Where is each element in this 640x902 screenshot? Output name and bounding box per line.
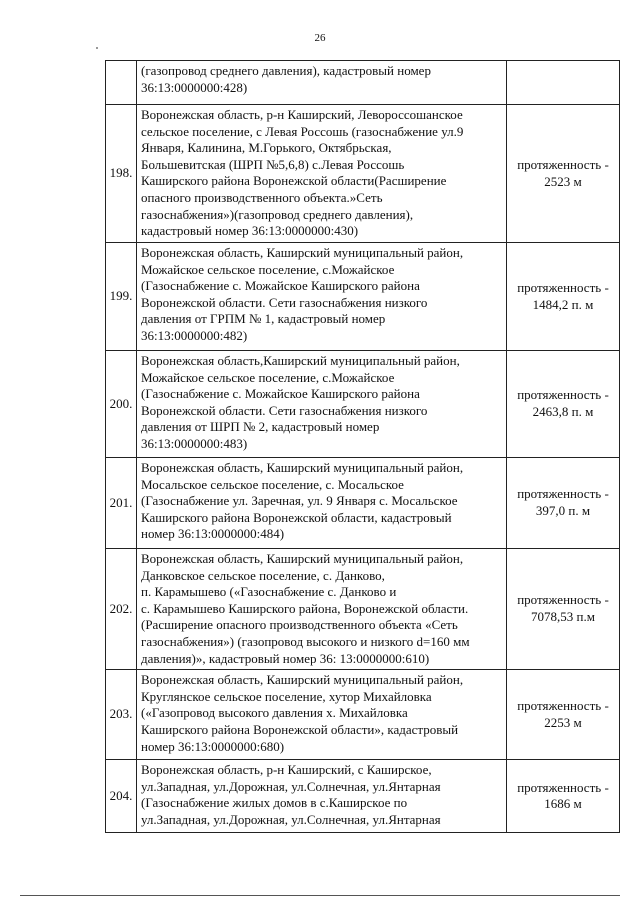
length-value: 1686 м [544, 796, 582, 812]
description-line: Воронежская область,Каширский муниципальный район, [141, 353, 460, 368]
description-line: Каширского района Воронежской области, кадастровый [141, 509, 452, 525]
description-line: Каширского района Воронежской области», кадастровый [141, 721, 459, 737]
description-line: сельское поселение, с Левая Россошь (газоснабжение ул.9 [141, 123, 464, 139]
description-line: Каширского района Воронежской области(Расширение [141, 173, 447, 189]
description-line: 36:13:0000000:482) [141, 327, 248, 343]
scan-speck [96, 47, 98, 49]
row-number: 201. [106, 458, 137, 549]
table-row [106, 105, 620, 243]
description-line: ул.Западная, ул.Дорожная, ул.Солнечная, ул.Янтарная [141, 778, 441, 794]
length-label: протяженность - [517, 486, 609, 502]
table-row [106, 670, 620, 760]
object-description [137, 760, 507, 833]
description-line: 36:13:0000000:428) [141, 79, 248, 95]
description-line: Круглянское сельское поселение, хутор Михайловка [141, 688, 432, 704]
length-value: 2523 м [544, 173, 582, 189]
description-line: газоснабжения») (газопровод высокого и низкого d=160 мм [141, 633, 470, 649]
description-line: Воронежская область, Каширский муниципальный район, [141, 551, 464, 566]
object-length [507, 105, 620, 243]
description-line: (Газоснабжение с. Можайское Каширского района [141, 386, 420, 402]
table-row [106, 760, 620, 833]
description-line: Воронежская область, Каширский муниципальный район, [141, 672, 464, 688]
description-line: 36:13:0000000:483) [141, 435, 248, 451]
description-line: Воронежской области. Сети газоснабжения низкого [141, 402, 428, 418]
description-line: (Расширение опасного производственного объекта «Сеть [141, 617, 458, 633]
description-line: кадастровый номер 36:13:0000000:430) [141, 223, 359, 239]
row-number: 203. [106, 670, 137, 760]
length-label: протяженность - [517, 779, 609, 795]
object-length [507, 243, 620, 351]
object-length [507, 61, 620, 105]
description-line: Воронежская область, Каширский муниципальный район, [141, 460, 464, 475]
row-number [106, 61, 137, 105]
description-line: Можайское сельское поселение, с.Можайское [141, 261, 395, 277]
description-line: Января, Калинина, М.Горького, Октябрьская, [141, 140, 392, 156]
length-value: 7078,53 п.м [531, 609, 595, 625]
table-row [106, 351, 620, 458]
registry-table-body [106, 61, 620, 833]
table-row [106, 458, 620, 549]
object-description [137, 243, 507, 351]
row-number: 200. [106, 351, 137, 458]
description-line: опасного производственного объекта.»Сеть [141, 189, 383, 205]
table-row [106, 61, 620, 105]
description-line: давления)», кадастровый номер 36: 13:0000000:610) [141, 650, 430, 666]
object-description [137, 549, 507, 670]
length-label: протяженность - [517, 698, 609, 714]
description-line: п. Карамышево («Газоснабжение с. Данково и [141, 584, 397, 600]
row-number: 202. [106, 549, 137, 670]
object-length [507, 458, 620, 549]
object-description [137, 351, 507, 458]
description-line: Мосальское сельское поселение, с. Мосальское [141, 476, 404, 492]
length-label: протяженность - [517, 387, 609, 403]
description-line: Воронежская область, р-н Каширский, Левороссошанское [141, 107, 463, 122]
row-number: 204. [106, 760, 137, 833]
description-line: Воронежской области. Сети газоснабжения низкого [141, 294, 428, 310]
object-description [137, 458, 507, 549]
length-value: 2463,8 п. м [532, 404, 594, 419]
description-line: номер 36:13:0000000:680) [141, 738, 285, 754]
description-line: давления от ГРПМ № 1, кадастровый номер [141, 311, 386, 327]
description-line: номер 36:13:0000000:484) [141, 526, 285, 542]
description-line: Воронежская область, р-н Каширский, с Каширское, [141, 762, 432, 778]
length-label: протяженность - [517, 592, 609, 608]
row-number: 198. [106, 105, 137, 243]
length-label: протяженность - [517, 156, 609, 172]
table-row [106, 549, 620, 670]
object-length [507, 670, 620, 760]
length-value: 397,0 п. м [535, 503, 591, 518]
description-line: Большевитская (ШРП №5,6,8) с.Левая Россошь [141, 156, 405, 172]
row-number: 199. [106, 243, 137, 351]
description-line: газоснабжения»)(газопровод среднего давления), [141, 206, 414, 222]
length-value: 2253 м [544, 714, 582, 730]
description-line: (Газоснабжение жилых домов в с.Каширское по [141, 795, 408, 811]
description-line: ул.Западная, ул.Дорожная, ул.Солнечная, ул.Янтарная [141, 811, 441, 827]
description-line: давления от ШРП № 2, кадастровый номер [141, 419, 380, 435]
length-value: 1484,2 п. м [532, 296, 594, 312]
object-length [507, 549, 620, 670]
object-description [137, 670, 507, 760]
object-length [507, 760, 620, 833]
object-length [507, 351, 620, 458]
page-number: 26 [314, 32, 326, 44]
bottom-rule [20, 895, 620, 896]
description-line: (Газоснабжение с. Можайское Каширского района [141, 278, 420, 294]
description-line: Данковское сельское поселение, с. Данково, [141, 567, 385, 583]
description-line: с. Карамышево Каширского района, Воронежской области. [141, 600, 469, 616]
length-label: протяженность - [517, 279, 609, 295]
description-line: Можайское сельское поселение, с.Можайское [141, 369, 395, 385]
description-line: (Газоснабжение ул. Заречная, ул. 9 Января с. Мосальское [141, 493, 458, 509]
description-line: (газопровод среднего давления), кадастровый номер [141, 63, 431, 78]
table-row [106, 243, 620, 351]
registry-table [105, 60, 620, 833]
description-line: Воронежская область, Каширский муниципальный район, [141, 245, 464, 260]
description-line: («Газопровод высокого давления х. Михайловка [141, 705, 408, 721]
object-description [137, 61, 507, 105]
object-description [137, 105, 507, 243]
